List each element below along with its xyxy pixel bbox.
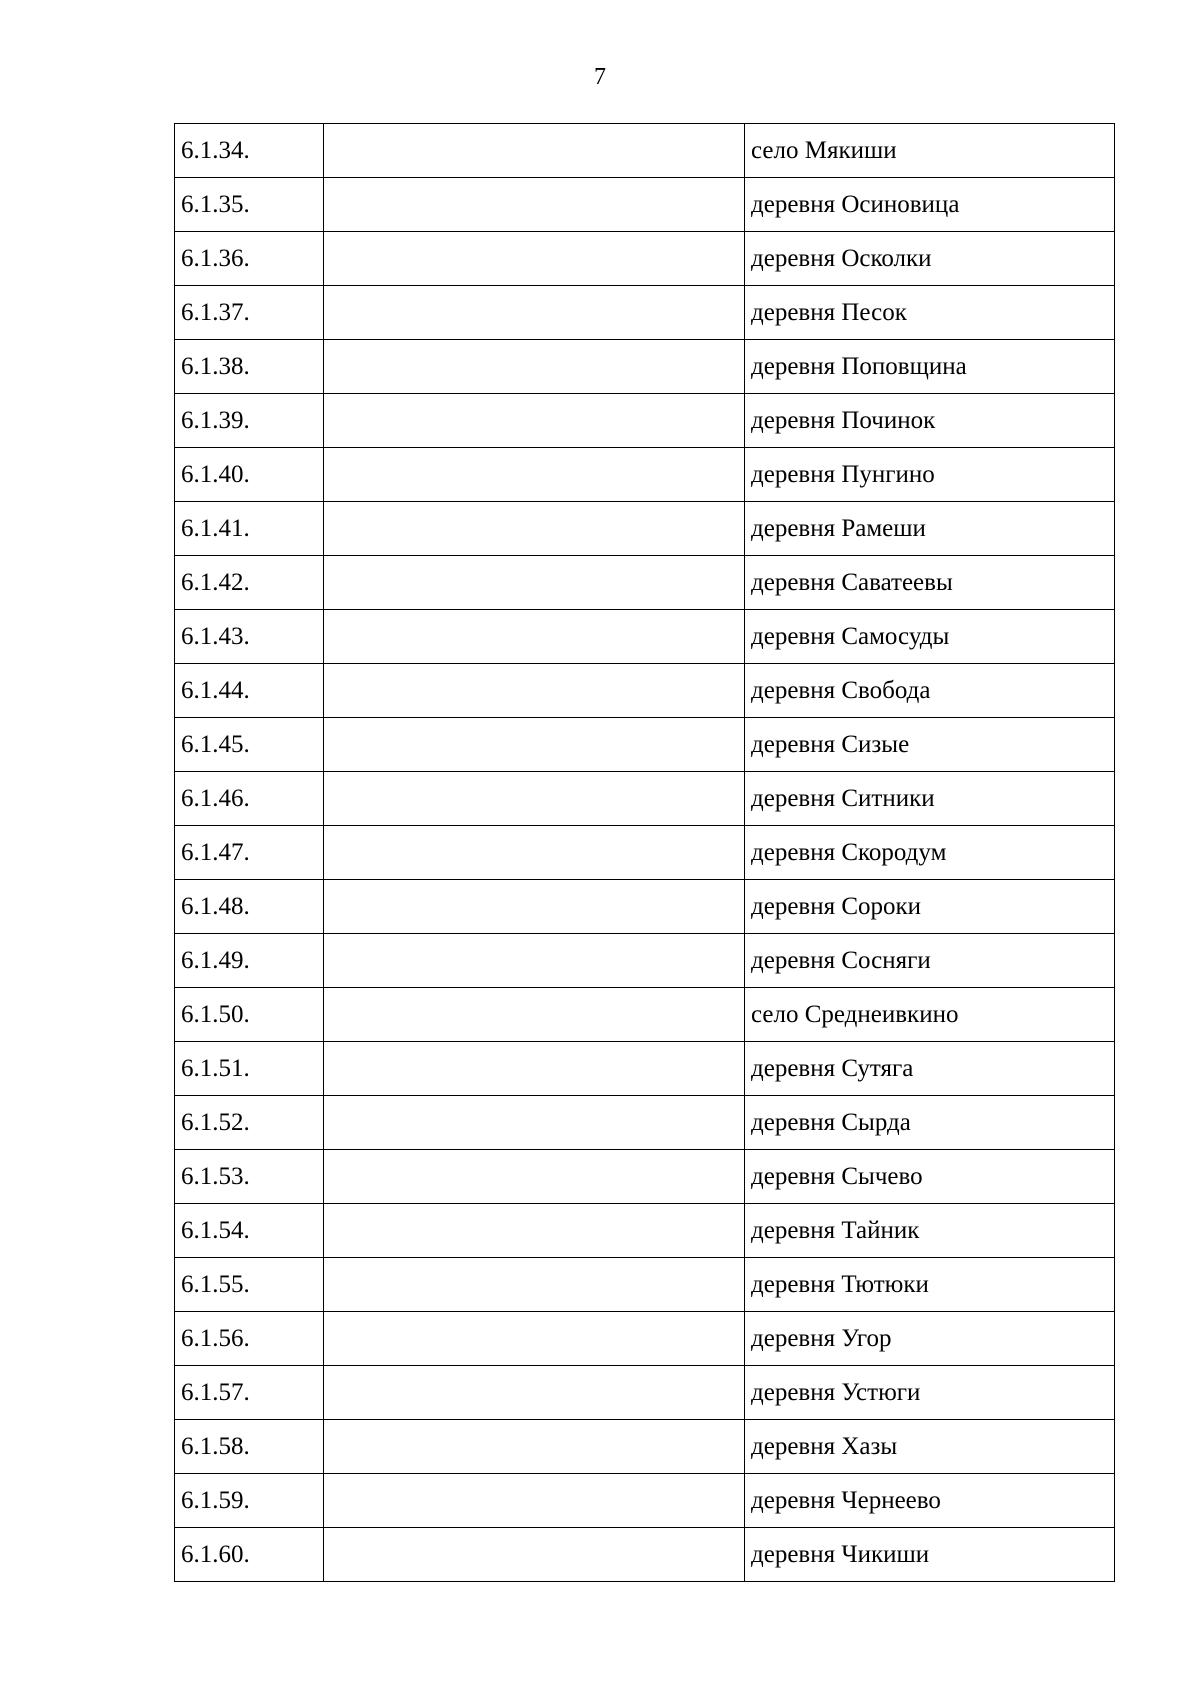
settlement-name-cell: деревня Скородум (745, 826, 1115, 880)
row-number-cell: 6.1.58. (175, 1420, 324, 1474)
row-number-cell: 6.1.35. (175, 178, 324, 232)
settlement-name-cell: деревня Чикиши (745, 1528, 1115, 1582)
row-number-cell: 6.1.59. (175, 1474, 324, 1528)
row-number-cell: 6.1.50. (175, 988, 324, 1042)
table-row (175, 1474, 1115, 1528)
table-row (175, 1042, 1115, 1096)
empty-cell (324, 394, 745, 448)
row-number-cell: 6.1.34. (175, 124, 324, 178)
empty-cell (324, 826, 745, 880)
empty-cell (324, 502, 745, 556)
table-row (175, 232, 1115, 286)
empty-cell (324, 178, 745, 232)
row-number-cell: 6.1.41. (175, 502, 324, 556)
row-number-cell: 6.1.57. (175, 1366, 324, 1420)
empty-cell (324, 718, 745, 772)
row-number-cell: 6.1.55. (175, 1258, 324, 1312)
table-row (175, 718, 1115, 772)
table-row (175, 988, 1115, 1042)
settlement-name-cell: деревня Угор (745, 1312, 1115, 1366)
empty-cell (324, 556, 745, 610)
row-number-cell: 6.1.37. (175, 286, 324, 340)
settlement-name-cell: деревня Самосуды (745, 610, 1115, 664)
empty-cell (324, 1474, 745, 1528)
settlement-name-cell: деревня Рамеши (745, 502, 1115, 556)
table-row (175, 448, 1115, 502)
row-number-cell: 6.1.42. (175, 556, 324, 610)
empty-cell (324, 286, 745, 340)
settlement-name-cell: деревня Саватеевы (745, 556, 1115, 610)
empty-cell (324, 1042, 745, 1096)
settlement-name-cell: деревня Песок (745, 286, 1115, 340)
table-row (175, 1528, 1115, 1582)
table-row (175, 1420, 1115, 1474)
settlement-name-cell: деревня Поповщина (745, 340, 1115, 394)
settlement-name-cell: деревня Тютюки (745, 1258, 1115, 1312)
row-number-cell: 6.1.51. (175, 1042, 324, 1096)
settlement-name-cell: село Мякиши (745, 124, 1115, 178)
table-row (175, 1204, 1115, 1258)
row-number-cell: 6.1.56. (175, 1312, 324, 1366)
table-row (175, 1150, 1115, 1204)
row-number-cell: 6.1.36. (175, 232, 324, 286)
settlement-name-cell: деревня Осколки (745, 232, 1115, 286)
empty-cell (324, 610, 745, 664)
table-row (175, 934, 1115, 988)
row-number-cell: 6.1.39. (175, 394, 324, 448)
settlement-name-cell: деревня Сырда (745, 1096, 1115, 1150)
settlement-name-cell: деревня Осиновица (745, 178, 1115, 232)
empty-cell (324, 772, 745, 826)
settlements-table (174, 123, 1115, 1582)
settlement-name-cell: деревня Сычево (745, 1150, 1115, 1204)
row-number-cell: 6.1.48. (175, 880, 324, 934)
table-row (175, 394, 1115, 448)
empty-cell (324, 1258, 745, 1312)
settlement-name-cell: деревня Пунгино (745, 448, 1115, 502)
table-row (175, 178, 1115, 232)
row-number-cell: 6.1.44. (175, 664, 324, 718)
settlements-table-body (175, 124, 1115, 1582)
table-row (175, 556, 1115, 610)
settlement-name-cell: деревня Сутяга (745, 1042, 1115, 1096)
row-number-cell: 6.1.53. (175, 1150, 324, 1204)
settlement-name-cell: деревня Чернеево (745, 1474, 1115, 1528)
row-number-cell: 6.1.52. (175, 1096, 324, 1150)
table-row (175, 124, 1115, 178)
table-row (175, 880, 1115, 934)
table-row (175, 286, 1115, 340)
settlement-name-cell: село Среднеивкино (745, 988, 1115, 1042)
empty-cell (324, 988, 745, 1042)
empty-cell (324, 880, 745, 934)
row-number-cell: 6.1.46. (175, 772, 324, 826)
settlement-name-cell: деревня Сороки (745, 880, 1115, 934)
row-number-cell: 6.1.47. (175, 826, 324, 880)
row-number-cell: 6.1.54. (175, 1204, 324, 1258)
empty-cell (324, 124, 745, 178)
settlement-name-cell: деревня Починок (745, 394, 1115, 448)
empty-cell (324, 1312, 745, 1366)
empty-cell (324, 1204, 745, 1258)
table-row (175, 1312, 1115, 1366)
table-row (175, 826, 1115, 880)
row-number-cell: 6.1.45. (175, 718, 324, 772)
row-number-cell: 6.1.38. (175, 340, 324, 394)
table-row (175, 664, 1115, 718)
settlement-name-cell: деревня Свобода (745, 664, 1115, 718)
row-number-cell: 6.1.40. (175, 448, 324, 502)
table-row (175, 1366, 1115, 1420)
settlement-name-cell: деревня Хазы (745, 1420, 1115, 1474)
empty-cell (324, 1528, 745, 1582)
table-row (175, 340, 1115, 394)
row-number-cell: 6.1.49. (175, 934, 324, 988)
empty-cell (324, 1096, 745, 1150)
empty-cell (324, 232, 745, 286)
empty-cell (324, 664, 745, 718)
settlement-name-cell: деревня Сосняги (745, 934, 1115, 988)
empty-cell (324, 1366, 745, 1420)
table-row (175, 1096, 1115, 1150)
row-number-cell: 6.1.60. (175, 1528, 324, 1582)
row-number-cell: 6.1.43. (175, 610, 324, 664)
empty-cell (324, 448, 745, 502)
page-number: 7 (594, 64, 606, 90)
empty-cell (324, 340, 745, 394)
table-row (175, 1258, 1115, 1312)
settlement-name-cell: деревня Тайник (745, 1204, 1115, 1258)
table-row (175, 772, 1115, 826)
settlement-name-cell: деревня Устюги (745, 1366, 1115, 1420)
table-row (175, 502, 1115, 556)
empty-cell (324, 934, 745, 988)
empty-cell (324, 1150, 745, 1204)
settlement-name-cell: деревня Ситники (745, 772, 1115, 826)
settlement-name-cell: деревня Сизые (745, 718, 1115, 772)
table-row (175, 610, 1115, 664)
empty-cell (324, 1420, 745, 1474)
